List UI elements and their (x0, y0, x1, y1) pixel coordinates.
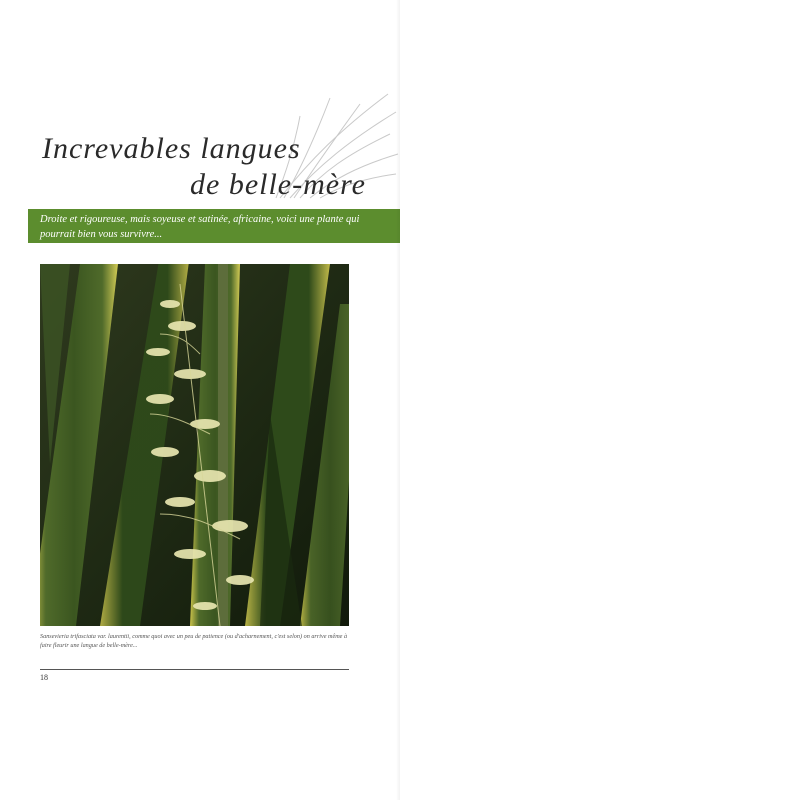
article-title-line-1: Increvables langues (42, 132, 301, 165)
photo-caption: Sansevieria trifasciata var. laurentii, comme quoi avec un peu de patience (ou d'acharnement, c'est selon) on arrive même à faire fleurir une langue de belle-mère... (40, 633, 348, 649)
right-page (400, 0, 800, 800)
footer-rule-left (40, 669, 349, 670)
page-number-left: 18 (40, 673, 48, 682)
intro-text: Droite et rigoureuse, mais soyeuse et satinée, africaine, voici une plante qui pourrait bien vous survivre... (40, 214, 360, 240)
article-title-line-2: de belle-mère (190, 168, 366, 201)
sansevieria-photo (40, 264, 349, 626)
